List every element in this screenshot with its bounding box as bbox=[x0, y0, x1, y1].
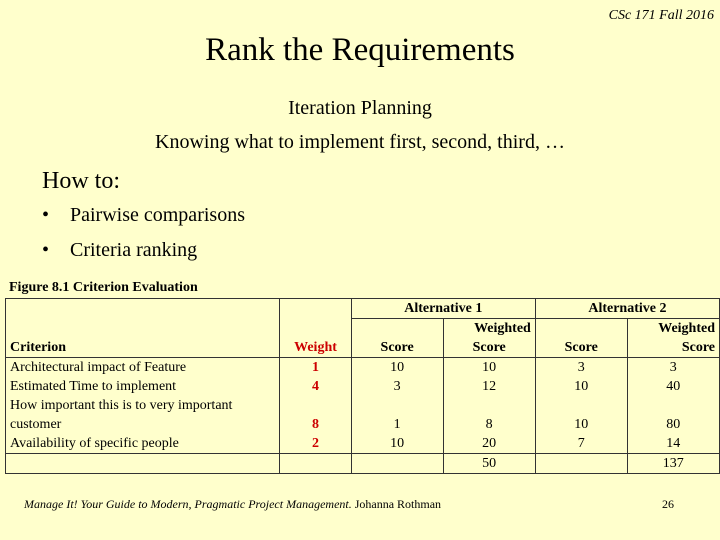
how-to-heading: How to: bbox=[42, 168, 120, 194]
header-empty-cell bbox=[535, 319, 627, 339]
header-empty-cell bbox=[6, 299, 280, 319]
header-weight: Weight bbox=[280, 338, 352, 358]
header-score-1: Score bbox=[351, 338, 443, 358]
header-alternative-1: Alternative 1 bbox=[351, 299, 535, 319]
bullet-list bbox=[42, 204, 245, 274]
score-1-cell: 10 bbox=[351, 434, 443, 454]
header-row-weighted bbox=[6, 319, 720, 339]
table-row bbox=[6, 396, 720, 415]
score-2-cell: 10 bbox=[535, 415, 627, 434]
course-label: CSc 171 Fall 2016 bbox=[608, 8, 714, 23]
totals-row bbox=[6, 454, 720, 474]
weighted-score-1-cell: 20 bbox=[443, 434, 535, 454]
score-1-cell bbox=[351, 396, 443, 415]
criterion-cell: customer bbox=[6, 415, 280, 434]
slide-title: Rank the Requirements bbox=[205, 32, 515, 68]
bullet-text: Criteria ranking bbox=[70, 239, 198, 261]
weighted-score-1-cell: 12 bbox=[443, 377, 535, 396]
weight-cell: 8 bbox=[280, 415, 352, 434]
totals-empty-cell bbox=[280, 454, 352, 474]
figure-caption: Figure 8.1 Criterion Evaluation bbox=[9, 280, 198, 295]
weight-cell: 4 bbox=[280, 377, 352, 396]
header-score-2: Score bbox=[535, 338, 627, 358]
score-1-cell: 10 bbox=[351, 358, 443, 378]
score-1-cell: 3 bbox=[351, 377, 443, 396]
criterion-evaluation-table bbox=[5, 298, 720, 474]
weighted-score-2-cell: 3 bbox=[627, 358, 719, 378]
weight-cell: 2 bbox=[280, 434, 352, 454]
weighted-score-2-cell: 80 bbox=[627, 415, 719, 434]
total-alternative-1: 50 bbox=[443, 454, 535, 474]
weighted-score-2-cell: 14 bbox=[627, 434, 719, 454]
header-weighted-1: Weighted bbox=[443, 319, 535, 339]
table-row bbox=[6, 358, 720, 378]
bullet-text: Pairwise comparisons bbox=[70, 204, 245, 226]
bullet-dot-icon: • bbox=[42, 239, 50, 261]
criterion-cell: Architectural impact of Feature bbox=[6, 358, 280, 378]
weighted-score-1-cell: 10 bbox=[443, 358, 535, 378]
weighted-score-1-cell bbox=[443, 396, 535, 415]
totals-empty-cell bbox=[351, 454, 443, 474]
totals-empty-cell bbox=[535, 454, 627, 474]
score-2-cell: 3 bbox=[535, 358, 627, 378]
score-2-cell: 7 bbox=[535, 434, 627, 454]
header-weighted-score-1: Score bbox=[443, 338, 535, 358]
weighted-score-2-cell bbox=[627, 396, 719, 415]
score-2-cell bbox=[535, 396, 627, 415]
page-number: 26 bbox=[662, 497, 674, 511]
header-criterion: Criterion bbox=[6, 338, 280, 358]
header-empty-cell bbox=[280, 299, 352, 319]
bullet-dot-icon: • bbox=[42, 204, 50, 226]
weighted-score-1-cell: 8 bbox=[443, 415, 535, 434]
header-row-alternatives bbox=[6, 299, 720, 319]
table-row bbox=[6, 434, 720, 454]
subtitle-knowing-what: Knowing what to implement first, second, third, … bbox=[155, 131, 565, 153]
table-row bbox=[6, 415, 720, 434]
criterion-cell: Estimated Time to implement bbox=[6, 377, 280, 396]
weighted-score-2-cell: 40 bbox=[627, 377, 719, 396]
totals-empty-cell bbox=[6, 454, 280, 474]
header-row-labels bbox=[6, 338, 720, 358]
score-2-cell: 10 bbox=[535, 377, 627, 396]
subtitle-iteration-planning: Iteration Planning bbox=[288, 97, 432, 119]
header-alternative-2: Alternative 2 bbox=[535, 299, 719, 319]
citation bbox=[24, 496, 441, 513]
bullet-item bbox=[42, 204, 245, 239]
bullet-item bbox=[42, 239, 245, 274]
table-row bbox=[6, 377, 720, 396]
header-empty-cell bbox=[280, 319, 352, 339]
citation-title: Manage It! Your Guide to Modern, Pragmatic Project Management. bbox=[24, 497, 352, 511]
criterion-cell: How important this is to very important bbox=[6, 396, 280, 415]
header-empty-cell bbox=[351, 319, 443, 339]
weight-cell: 1 bbox=[280, 358, 352, 378]
total-alternative-2: 137 bbox=[627, 454, 719, 474]
header-weighted-score-2: Score bbox=[627, 338, 719, 358]
citation-author: Johanna Rothman bbox=[351, 497, 442, 511]
header-empty-cell bbox=[6, 319, 280, 339]
criterion-cell: Availability of specific people bbox=[6, 434, 280, 454]
score-1-cell: 1 bbox=[351, 415, 443, 434]
weight-cell bbox=[280, 396, 352, 415]
header-weighted-2: Weighted bbox=[627, 319, 719, 339]
